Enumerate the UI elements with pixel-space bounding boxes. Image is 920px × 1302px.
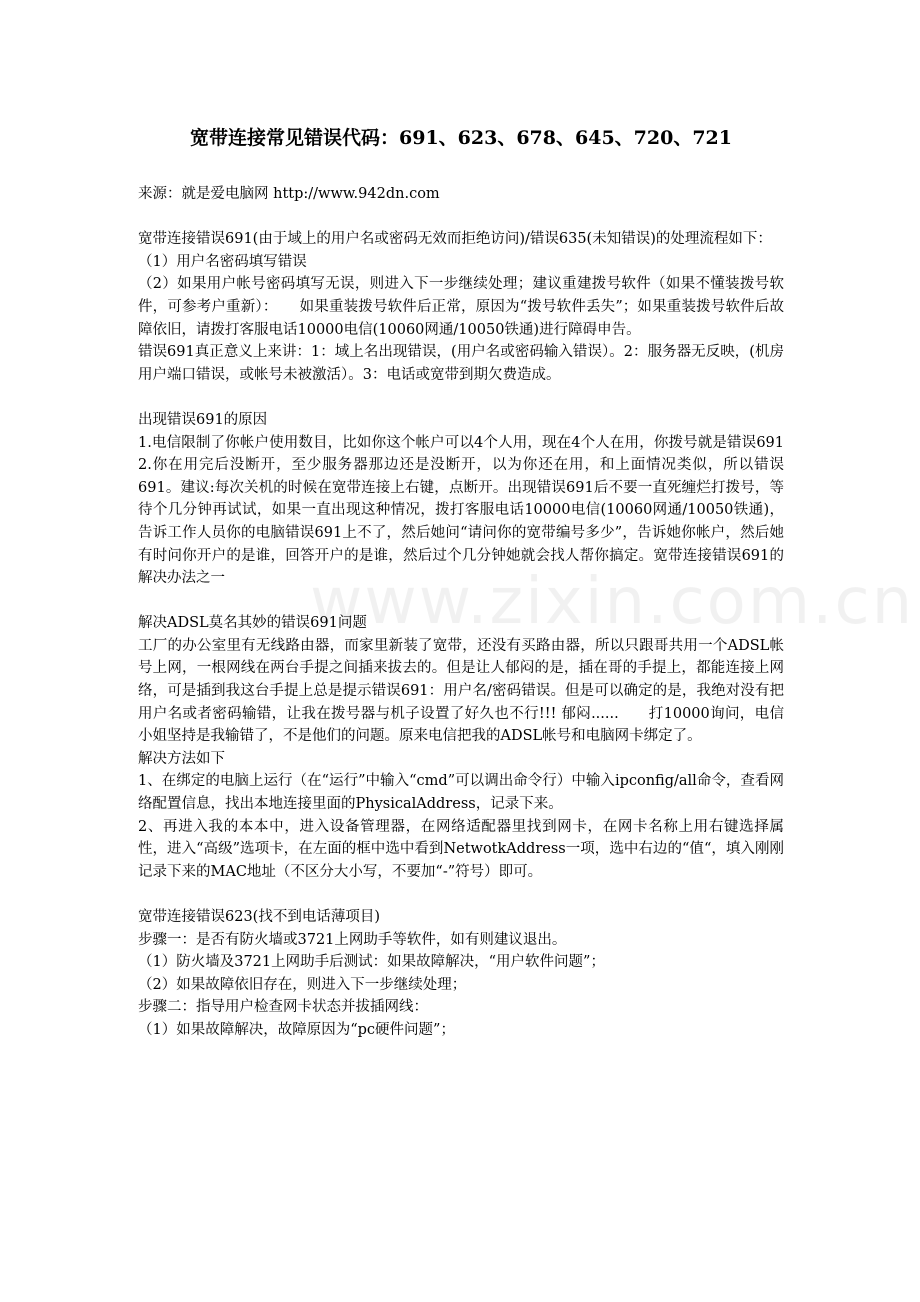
watermark: www.zixin.com.cn: [310, 565, 915, 639]
paragraph: 解决ADSL莫名其妙的错误691问题: [138, 615, 367, 632]
paragraph: （1）用户名密码填写错误: [138, 253, 307, 270]
paragraph: 宽带连接错误623(找不到电话薄项目): [138, 909, 380, 925]
paragraph: 错误691真正意义上来讲：1：域上名出现错误，(用户名或密码输入错误）。2：服务器无反映，(机房用户端口错误，或帐号未被激活）。3：电话或宽带到期欠费造成。: [138, 344, 784, 383]
paragraph: （2）如果故障依旧存在，则进入下一步继续处理；: [138, 976, 467, 993]
document-title: 宽带连接常见错误代码：691、623、678、645、720、721: [190, 127, 732, 149]
paragraph: 解决方法如下: [138, 750, 225, 767]
paragraph: （2）如果用户帐号密码填写无误，则进入下一步继续处理；建议重建拨号软件（如果不懂装拨号软件，可参考户重新）： 如果重装拨号软件后正常，原因为“拨号软件丢失”；如果重装拨号软件后故障依旧，请拨打客服电话10000电信(10060网通/10050铁通)进行障碍申告。: [138, 276, 784, 338]
blank-line: [138, 386, 784, 409]
paragraph: 1、在绑定的电脑上运行（在“运行”中输入“cmd”可以调出命令行）中输入ipconfig/all命令，查看网络配置信息，找出本地连接里面的PhysicalAddress，记录下来。: [138, 773, 784, 813]
paragraph: （1）防火墙及3721上网助手后测试：如果故障解决，“用户软件问题”；: [138, 954, 605, 971]
paragraph: 步骤一：是否有防火墙或3721上网助手等软件，如有则建议退出。: [138, 931, 567, 948]
paragraph: 出现错误691的原因: [138, 411, 268, 428]
paragraph: 宽带连接错误691(由于域上的用户名或密码无效而拒绝访问)/错误635(未知错误)的处理流程如下：: [138, 231, 772, 248]
paragraph: 1.电信限制了你帐户使用数目，比如你这个帐户可以4个人用，现在4个人在用，你拨号就是错误691 2.你在用完后没断开，至少服务器那边还是没断开，以为你还在用，和上面情况类似，所以错误691。建议:每次关机的时候在宽带连接上右键，点断开。出现错误691后不要一直死缠烂打拨号，等待个几分钟再试试，如果一直出现这种情况，拨打客服电话10000电信(10060网通/10050铁通)，告诉工作人员你的电脑错误691上不了，然后她问“请问你的宽带编号多少”，告诉她你帐户，然后她有时问你开户的是谁，回答开户的是谁，然后过个几分钟她就会找人帮你搞定。宽带连接错误691的解决办法之一: [138, 434, 813, 587]
paragraph: 步骤二：指导用户检查网卡状态并拔插网线：: [138, 999, 428, 1016]
paragraph: 工厂的办公室里有无线路由器，而家里新装了宽带，还没有买路由器，所以只跟哥共用一个ADSL帐号上网，一根网线在两台手提之间插来拔去的。但是让人郁闷的是，插在哥的手提上，都能连接上网络，可是插到我这台手提上总是提示错误691：用户名/密码错误。但是可以确定的是，我绝对没有把用户名或者密码输错，让我在拨号器与机子设置了好久也不行!!! 郁闷...... 打10000询问，电信小姐坚持是我输错了，不是他们的问题。原来电信把我的ADSL帐号和电脑网卡绑定了。: [138, 637, 784, 745]
paragraph: 2、再进入我的本本中，进入设备管理器，在网络适配器里找到网卡，在网卡名称上用右键选择属性，进入“高级”选项卡，在左面的框中选中看到NetwotkAddress一项，选中右边的“值“，填入刚刚记录下来的MAC地址（不区分大小写，不要加“-”符号）即可。: [138, 818, 784, 880]
paragraph: （1）如果故障解决，故障原因为“pc硬件问题”；: [138, 1021, 455, 1038]
blank-line: [138, 883, 784, 906]
paragraph: 来源：就是爱电脑网 http://www.942dn.com: [138, 186, 440, 202]
blank-line: [138, 206, 784, 229]
